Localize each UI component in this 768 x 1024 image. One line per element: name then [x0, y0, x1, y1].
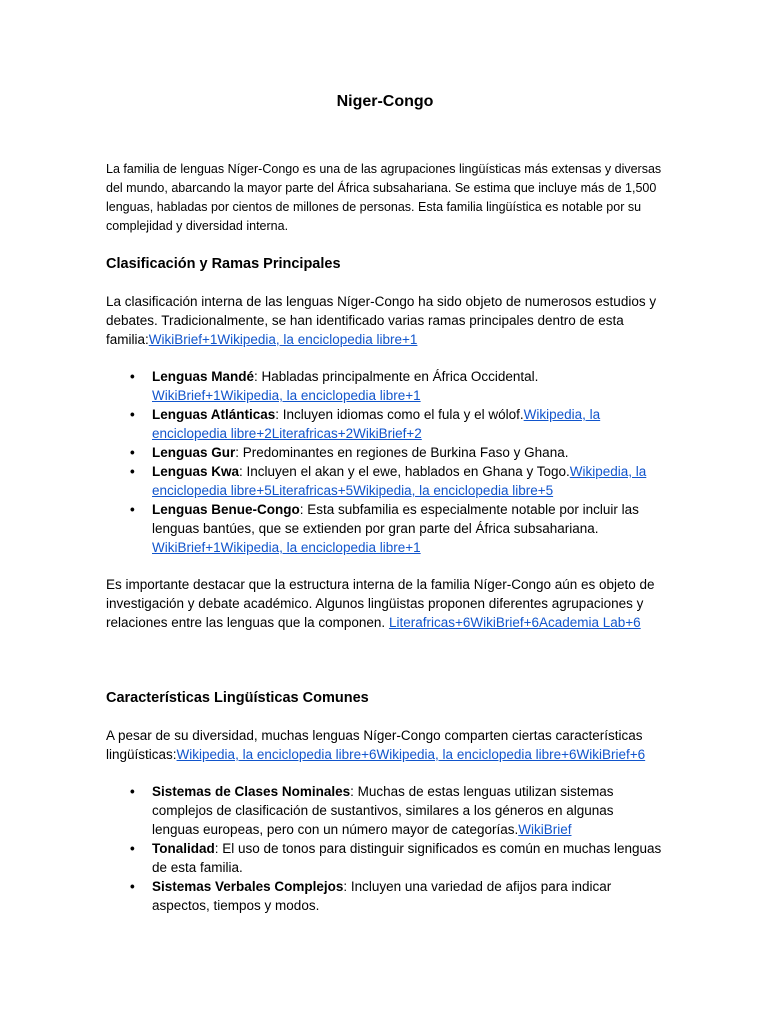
list-item — [130, 462, 664, 500]
citation-link[interactable]: Wikipedia, la enciclopedia libre+2Literafricas+2WikiBrief+2 — [152, 407, 601, 441]
characteristics-list — [106, 782, 664, 915]
list-item-text: : Habladas principalmente en África Occidental. — [254, 369, 539, 384]
list-item — [130, 443, 664, 462]
list-item-text: : Predominantes en regiones de Burkina Faso y Ghana. — [235, 445, 569, 460]
citation-link[interactable]: Wikipedia, la enciclopedia libre+5Literafricas+5Wikipedia, la enciclopedia libre+5 — [152, 464, 647, 498]
bullet: • — [130, 445, 135, 460]
list-item-term: Lenguas Atlánticas — [152, 407, 276, 422]
list-item-text: : Muchas de estas lenguas utilizan sistemas complejos de clasificación de sustantivos, similares a los géneros en algunas lenguas europeas, pero con un número mayor de categorías. — [152, 784, 614, 837]
section-spacer — [106, 650, 664, 688]
branches-list — [106, 367, 664, 557]
paragraph-text: Es importante destacar que la estructura interna de la familia Níger-Congo aún es objeto de investigación y debate académico. Algunos lingüistas proponen diferentes agrupaciones y relaciones entre las lenguas que la componen. — [106, 577, 655, 630]
list-item — [130, 839, 664, 877]
bullet: • — [130, 879, 135, 894]
list-item-term: Tonalidad — [152, 841, 215, 856]
characteristics-paragraph — [106, 726, 664, 764]
list-item-term: Sistemas Verbales Complejos — [152, 879, 344, 894]
bullet: • — [130, 407, 135, 422]
list-item — [130, 500, 664, 557]
list-item-term: Lenguas Gur — [152, 445, 236, 460]
citation-link[interactable]: WikiBrief — [518, 822, 572, 837]
closing-paragraph — [106, 575, 664, 632]
list-item — [130, 782, 664, 839]
list-item-text: : El uso de tonos para distinguir significados es común en muchas lenguas de esta familia. — [152, 841, 662, 875]
citation-link[interactable]: WikiBrief+1Wikipedia, la enciclopedia libre+1 — [148, 332, 418, 347]
bullet: • — [130, 502, 135, 517]
list-item-text: : Incluyen idiomas como el fula y el wólof. — [275, 407, 524, 422]
list-item — [130, 877, 664, 915]
list-item-text: : Esta subfamilia es especialmente notable por incluir las lenguas bantúes, que se extienden por gran parte del África subsahariana. — [152, 502, 639, 536]
classification-paragraph — [106, 292, 664, 349]
citation-link[interactable]: WikiBrief+1Wikipedia, la enciclopedia libre+1 — [152, 388, 421, 403]
citation-link[interactable]: Literafricas+6WikiBrief+6Academia Lab+6 — [388, 615, 641, 630]
section-heading-characteristics: Características Lingüísticas Comunes — [106, 690, 369, 706]
citation-link[interactable]: WikiBrief+1Wikipedia, la enciclopedia libre+1 — [152, 540, 421, 555]
list-item — [130, 405, 664, 443]
bullet: • — [130, 841, 135, 856]
bullet: • — [130, 369, 135, 384]
list-item-term: Lenguas Kwa — [152, 464, 240, 479]
list-item-term: Lenguas Benue-Congo — [152, 502, 300, 517]
list-item-term: Sistemas de Clases Nominales — [152, 784, 351, 799]
citation-link[interactable]: Wikipedia, la enciclopedia libre+6Wikipedia, la enciclopedia libre+6WikiBrief+6 — [176, 747, 646, 762]
bullet: • — [130, 784, 135, 799]
list-item-text: : Incluyen el akan y el ewe, hablados en Ghana y Togo. — [239, 464, 570, 479]
paragraph-text: A pesar de su diversidad, muchas lenguas Níger-Congo comparten ciertas características lingüísticas: — [106, 728, 643, 762]
section-heading-classification: Clasificación y Ramas Principales — [106, 256, 341, 272]
list-item — [130, 367, 664, 405]
intro-paragraph: La familia de lenguas Níger-Congo es una de las agrupaciones lingüísticas más extensas y diversas del mundo, abarcando la mayor parte del África subsahariana. Se estima que incluye más de 1,500 lenguas, habladas por cientos de millones de personas. Esta familia lingüística es notable por su complejidad y diversidad interna. — [106, 162, 662, 233]
list-item-term: Lenguas Mandé — [152, 369, 255, 384]
page-title: Niger-Congo — [336, 93, 434, 110]
bullet: • — [130, 464, 135, 479]
list-item-text: : Incluyen una variedad de afijos para indicar aspectos, tiempos y modos. — [152, 879, 612, 913]
paragraph-text: La clasificación interna de las lenguas Níger-Congo ha sido objeto de numerosos estudios y debates. Tradicionalmente, se han identificado varias ramas principales dentro de esta familia: — [106, 294, 657, 347]
